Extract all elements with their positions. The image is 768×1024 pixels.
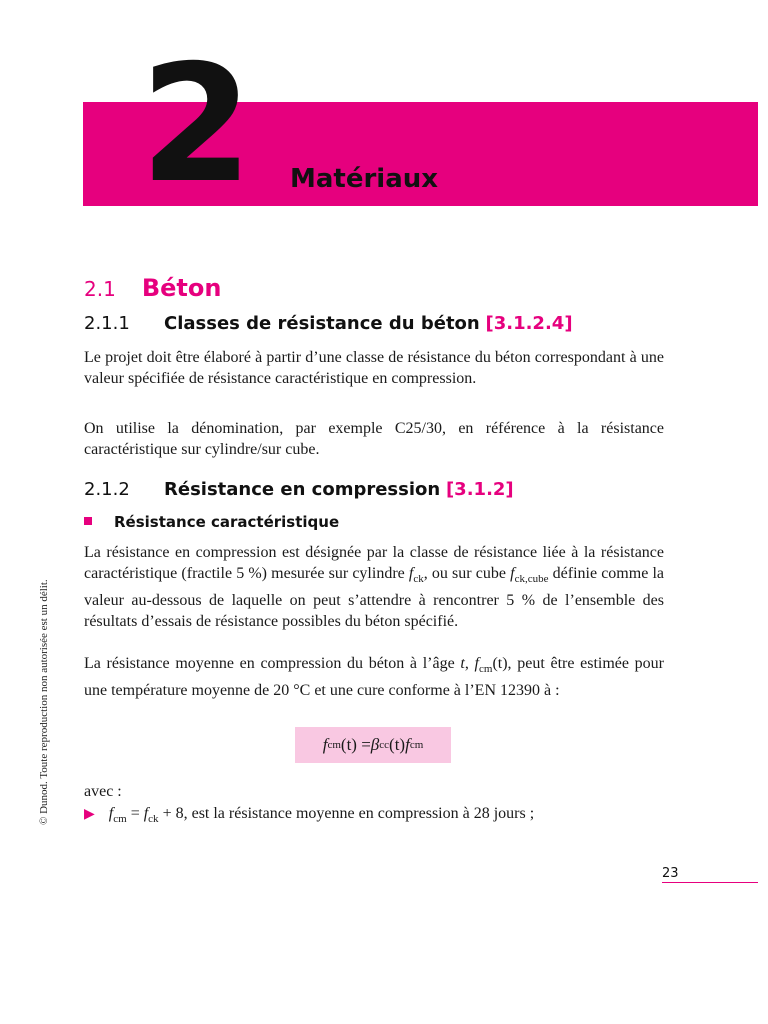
- paragraph-3: La résistance en compression est désignée par la classe de résistance liée à la résistance caractéristique (fractile 5 %) mesurée sur cylindre $f_{ck}$, ou sur cube $f_{ck,cube}$ définie comme la valeur au-dessous de laquelle on peut s’attendre à rencontrer 5 % de l’ensemble des résultats d’essais de résistance possibles du béton spécifié.: [84, 544, 665, 631]
- paragraph-4: La résistance moyenne en compression du béton à l’âge t, $f_{cm}(t)$, peut être estimée pour une température moyenne de 20 °C et une cure conforme à l’EN 12390 à :: [84, 655, 665, 700]
- subsection-heading-2-1-2: [84, 479, 514, 500]
- chapter-number: 2: [140, 31, 249, 219]
- page-number-rule: [662, 882, 758, 883]
- avec-label: avec :: [84, 783, 122, 800]
- section-heading: [84, 274, 221, 302]
- subsubsection-title: Résistance caractéristique: [114, 513, 340, 531]
- section-number: 2.1: [84, 277, 116, 301]
- subsection-number: 2.1.1: [84, 313, 130, 334]
- paragraph-1: Le projet doit être élaboré à partir d’une classe de résistance du béton correspondant à une valeur spécifiée de résistance caractéristique en compression.: [84, 349, 664, 387]
- section-title: Béton: [141, 274, 222, 302]
- subsection-reference: [3.1.2.4]: [485, 313, 573, 334]
- subsection-heading-2-1-1: [84, 313, 573, 334]
- copyright-notice: © Dunod. Toute reproduction non autorisée est un délit.: [38, 579, 50, 825]
- subsection-number: 2.1.2: [84, 479, 130, 500]
- chapter-title: Matériaux: [290, 164, 439, 194]
- subsection-reference: [3.1.2]: [445, 479, 514, 500]
- subsection-title: Résistance en compression: [164, 479, 441, 500]
- subsubsection-heading: [84, 513, 339, 531]
- square-bullet-icon: [84, 517, 92, 525]
- paragraph-2: On utilise la dénomination, par exemple C25/30, en référence à la résistance caractéristique sur cylindre/sur cube.: [84, 420, 664, 458]
- subsection-title: Classes de résistance du béton: [164, 313, 480, 334]
- page-number: 23: [662, 866, 679, 881]
- list-item: ▶ $f_{cm} = f_{ck} + 8$, est la résistance moyenne en compression à 28 jours ;: [84, 805, 535, 826]
- triangle-bullet-icon: ▶: [84, 807, 95, 822]
- formula-box: f cm (t) = β cc (t) f cm: [295, 727, 451, 763]
